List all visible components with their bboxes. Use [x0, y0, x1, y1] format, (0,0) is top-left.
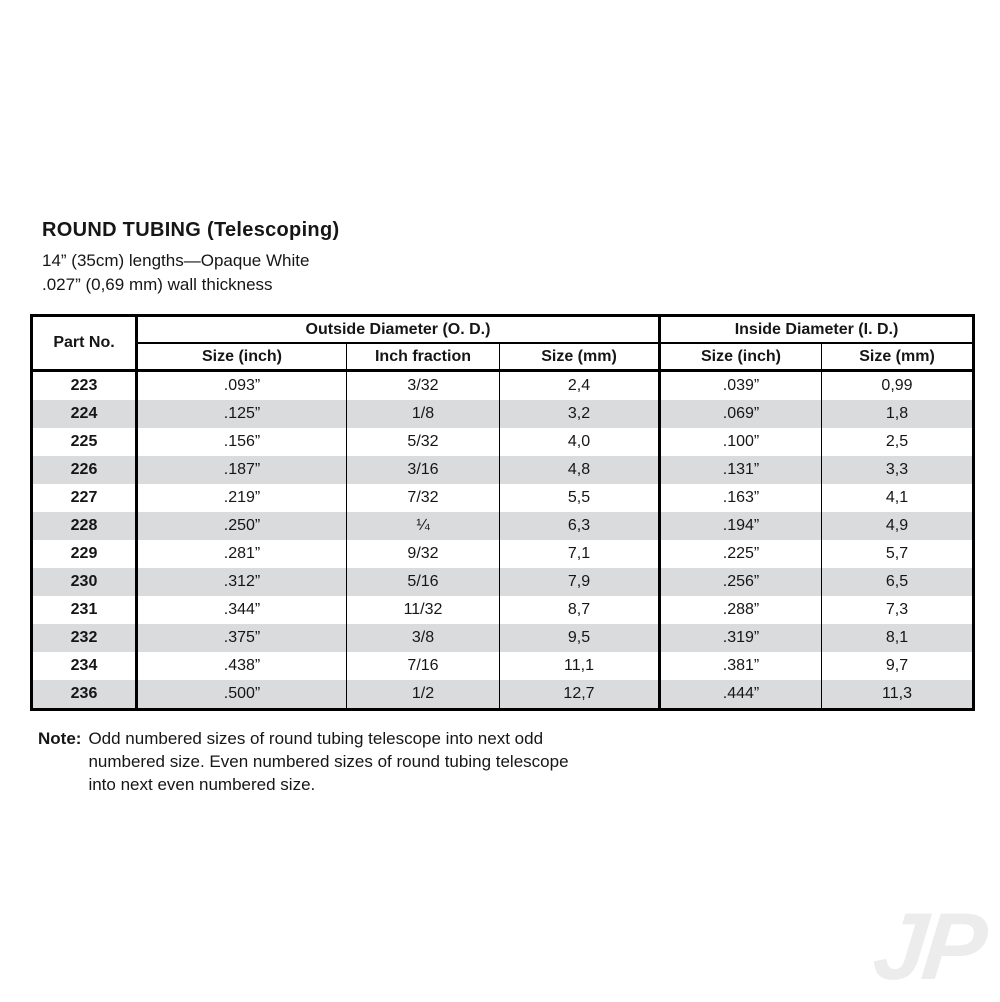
part-no-cell: 228	[32, 512, 137, 540]
id-size-inch-cell: .069”	[660, 400, 822, 428]
id-size-mm-cell: 0,99	[881, 377, 913, 394]
od-size-mm-cell: 2,4	[500, 371, 660, 401]
title-block	[42, 219, 972, 297]
subtitle-lengths: 14” (35cm) lengths—Opaque White	[42, 251, 310, 270]
od-size-mm-cell: 5,5	[500, 484, 660, 512]
table-row	[32, 652, 974, 680]
od-size-mm-cell: 8,7	[500, 596, 660, 624]
od-size-inch-cell: .375”	[137, 624, 347, 652]
note-line: into next even numbered size.	[88, 775, 316, 794]
od-size-inch-cell: .250”	[137, 512, 347, 540]
id-size-inch-cell: .319”	[660, 624, 822, 652]
table-row	[32, 568, 974, 596]
od-size-inch-cell: .219”	[137, 484, 347, 512]
part-no-cell: 229	[32, 540, 137, 568]
page-content	[30, 219, 972, 796]
id-size-mm-cell: 9,7	[885, 657, 909, 674]
od-size-inch-cell: .093”	[137, 371, 347, 401]
table-row	[32, 428, 974, 456]
note-line: Odd numbered sizes of round tubing telescope into next odd	[88, 729, 544, 748]
table-row	[32, 512, 974, 540]
od-size-inch-cell: .500”	[137, 680, 347, 710]
id-size-inch-cell: .288”	[660, 596, 822, 624]
column-header-part-no: Part No.	[32, 316, 137, 371]
od-size-inch-cell: .156”	[137, 428, 347, 456]
od-size-inch-cell: .187”	[137, 456, 347, 484]
id-size-mm-cell: 3,3	[885, 461, 909, 478]
page-title: ROUND TUBING (Telescoping)	[42, 219, 340, 241]
inch-fraction-cell: 3/8	[347, 624, 500, 652]
subtitle-wall-thickness: .027” (0,69 mm) wall thickness	[42, 275, 273, 294]
jp-logo-watermark: JP	[868, 894, 988, 1000]
part-no-cell: 226	[32, 456, 137, 484]
column-header-id-size-mm: Size (mm)	[822, 343, 974, 371]
id-size-inch-cell: .256”	[660, 568, 822, 596]
note-text	[88, 727, 568, 796]
inch-fraction-cell: 1/2	[347, 680, 500, 710]
column-header-od-size-inch: Size (inch)	[137, 343, 347, 371]
od-size-inch-cell: .312”	[137, 568, 347, 596]
part-no-cell: 230	[32, 568, 137, 596]
od-size-inch-cell: .438”	[137, 652, 347, 680]
table-row	[32, 456, 974, 484]
id-size-inch-cell: .444”	[660, 680, 822, 710]
note-block	[38, 727, 972, 796]
table-row	[32, 596, 974, 624]
od-size-mm-cell: 4,0	[500, 428, 660, 456]
od-size-inch-cell: .281”	[137, 540, 347, 568]
table-row	[32, 680, 974, 710]
id-size-mm-cell: 1,8	[885, 405, 909, 422]
table-header	[32, 316, 974, 371]
part-no-cell: 236	[32, 680, 137, 710]
id-size-inch-cell: .225”	[660, 540, 822, 568]
inch-fraction-cell: 11/32	[347, 596, 500, 624]
od-size-mm-cell: 4,8	[500, 456, 660, 484]
part-no-cell: 224	[32, 400, 137, 428]
id-size-mm-cell: 8,1	[885, 629, 909, 646]
inch-fraction-cell: 5/32	[347, 428, 500, 456]
table-body	[32, 371, 974, 710]
inch-fraction-cell: ¼	[347, 512, 500, 540]
inch-fraction-cell: 3/32	[347, 371, 500, 401]
column-header-inch-fraction: Inch fraction	[347, 343, 500, 371]
table-row	[32, 624, 974, 652]
part-no-cell: 223	[32, 371, 137, 401]
od-size-mm-cell: 9,5	[500, 624, 660, 652]
part-no-cell: 232	[32, 624, 137, 652]
table-row	[32, 371, 974, 401]
id-size-inch-cell: .194”	[660, 512, 822, 540]
group-header-outside-diameter: Outside Diameter (O. D.)	[137, 316, 660, 344]
id-size-mm-cell: 5,7	[885, 545, 909, 562]
group-header-inside-diameter: Inside Diameter (I. D.)	[660, 316, 974, 344]
inch-fraction-cell: 5/16	[347, 568, 500, 596]
inch-fraction-cell: 1/8	[347, 400, 500, 428]
id-size-inch-cell: .100”	[660, 428, 822, 456]
od-size-mm-cell: 3,2	[500, 400, 660, 428]
id-size-inch-cell: .381”	[660, 652, 822, 680]
id-size-inch-cell: .163”	[660, 484, 822, 512]
part-no-cell: 227	[32, 484, 137, 512]
od-size-mm-cell: 6,3	[500, 512, 660, 540]
od-size-mm-cell: 7,1	[500, 540, 660, 568]
part-no-cell: 234	[32, 652, 137, 680]
part-no-cell: 225	[32, 428, 137, 456]
table-row	[32, 484, 974, 512]
column-header-id-size-inch: Size (inch)	[660, 343, 822, 371]
inch-fraction-cell: 7/32	[347, 484, 500, 512]
id-size-inch-cell: .131”	[660, 456, 822, 484]
id-size-mm-cell: 4,9	[885, 517, 909, 534]
id-size-mm-cell: 6,5	[885, 573, 909, 590]
column-header-od-size-mm: Size (mm)	[500, 343, 660, 371]
inch-fraction-cell: 3/16	[347, 456, 500, 484]
note-line: numbered size. Even numbered sizes of round tubing telescope	[88, 752, 569, 771]
id-size-mm-cell: 11,3	[882, 685, 912, 702]
od-size-inch-cell: .125”	[137, 400, 347, 428]
od-size-inch-cell: .344”	[137, 596, 347, 624]
inch-fraction-cell: 7/16	[347, 652, 500, 680]
table-row	[32, 540, 974, 568]
id-size-mm-cell: 2,5	[885, 433, 909, 450]
tubing-spec-table	[30, 314, 975, 711]
od-size-mm-cell: 11,1	[500, 652, 660, 680]
part-no-cell: 231	[32, 596, 137, 624]
od-size-mm-cell: 12,7	[500, 680, 660, 710]
od-size-mm-cell: 7,9	[500, 568, 660, 596]
note-label: Note:	[38, 729, 82, 748]
table-row	[32, 400, 974, 428]
id-size-mm-cell: 4,1	[885, 489, 909, 506]
id-size-mm-cell: 7,3	[885, 601, 909, 618]
inch-fraction-cell: 9/32	[347, 540, 500, 568]
id-size-inch-cell: .039”	[660, 371, 822, 401]
